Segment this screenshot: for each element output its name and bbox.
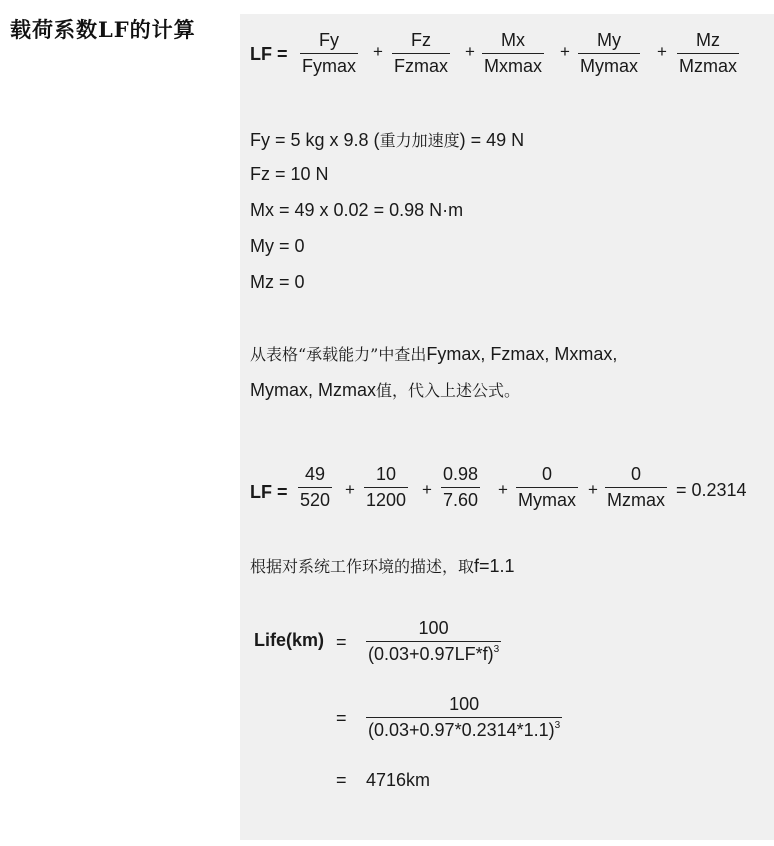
fraction-denominator: 1200: [366, 490, 407, 510]
formula2-term-2: [364, 464, 408, 511]
life-eq-2: =: [336, 708, 347, 728]
life-fraction-1: [366, 618, 501, 665]
formula1-term-fz: [392, 30, 450, 77]
fraction-numerator: Mz: [696, 30, 720, 50]
formula2-term-5: [605, 464, 667, 511]
exponent: 3: [493, 644, 500, 655]
value-my: My = 0: [250, 236, 305, 256]
calculation-panel: [240, 14, 774, 840]
plus-sign: +: [345, 480, 355, 499]
fraction-denominator: 520: [300, 490, 331, 510]
value-fy: Fy = 5 kg x 9.8 (重力加速度) = 49 N: [250, 130, 525, 150]
fraction-numerator: Fy: [319, 30, 339, 50]
life-eq-3: =: [336, 770, 347, 790]
instruction-line2: Mymax, Mzmax值，代入上述公式。: [250, 380, 521, 400]
formula2-result: = 0.2314: [676, 480, 747, 500]
fraction-numerator: 100: [418, 618, 449, 638]
fraction-denominator: Mzmax: [607, 490, 665, 510]
exponent: 3: [554, 720, 561, 731]
fraction-numerator: 0.98: [443, 464, 479, 484]
plus-sign: +: [422, 480, 432, 499]
life-result: 4716km: [366, 770, 431, 790]
fraction-denominator: 7.60: [443, 490, 479, 510]
fraction-denominator: Mzmax: [679, 56, 737, 76]
formula1-term-fy: [300, 30, 358, 77]
plus-sign: +: [498, 480, 508, 499]
instruction-line1: 从表格“承载能力”中查出Fymax, Fzmax, Mxmax,: [250, 344, 618, 364]
formula1-term-mx: [482, 30, 544, 77]
value-fz: Fz = 10 N: [250, 164, 329, 184]
formula2-lhs: LF =: [250, 482, 288, 502]
fraction-denominator: Fzmax: [394, 56, 448, 76]
fraction-denominator: Mxmax: [484, 56, 542, 76]
page-heading: 载荷系数LF的计算: [10, 17, 196, 42]
fraction-numerator: 49: [305, 464, 326, 484]
fraction-numerator: 100: [449, 694, 480, 714]
fraction-denominator: $(0.03+0.97LF*f)^3$: [368, 644, 500, 664]
life-fraction-2: [366, 694, 562, 741]
fraction-numerator: 0: [541, 464, 552, 484]
fraction-numerator: Fz: [411, 30, 431, 50]
value-mz: Mz = 0: [250, 272, 305, 292]
factor-text: 根据对系统工作环境的描述，取f=1.1: [250, 556, 515, 576]
fraction-denominator: $(0.03+0.97*0.2314*1.1)^3$: [368, 720, 561, 740]
formula2-term-3: [441, 464, 480, 511]
plus-sign: +: [588, 480, 598, 499]
fraction-denominator: Mymax: [518, 490, 576, 510]
life-lhs: Life(km): [254, 630, 325, 650]
fraction-numerator: 10: [376, 464, 397, 484]
formula1-term-mz: [677, 30, 739, 77]
formula1-lhs: LF =: [250, 44, 288, 64]
fraction-denominator: Mymax: [580, 56, 638, 76]
formula2-term-1: [298, 464, 332, 511]
fraction-numerator: My: [597, 30, 621, 50]
fraction-denominator: Fymax: [302, 56, 356, 76]
plus-sign: +: [465, 42, 475, 61]
fy-note: 重力加速度: [379, 131, 460, 150]
life-eq-1: =: [336, 632, 347, 652]
formula2-term-4: [516, 464, 578, 511]
plus-sign: +: [657, 42, 667, 61]
formula1-term-my: [578, 30, 640, 77]
fraction-numerator: 0: [630, 464, 641, 484]
plus-sign: +: [373, 42, 383, 61]
plus-sign: +: [560, 42, 570, 61]
value-mx: Mx = 49 x 0.02 = 0.98 N·m: [250, 200, 464, 220]
fraction-numerator: Mx: [501, 30, 525, 50]
